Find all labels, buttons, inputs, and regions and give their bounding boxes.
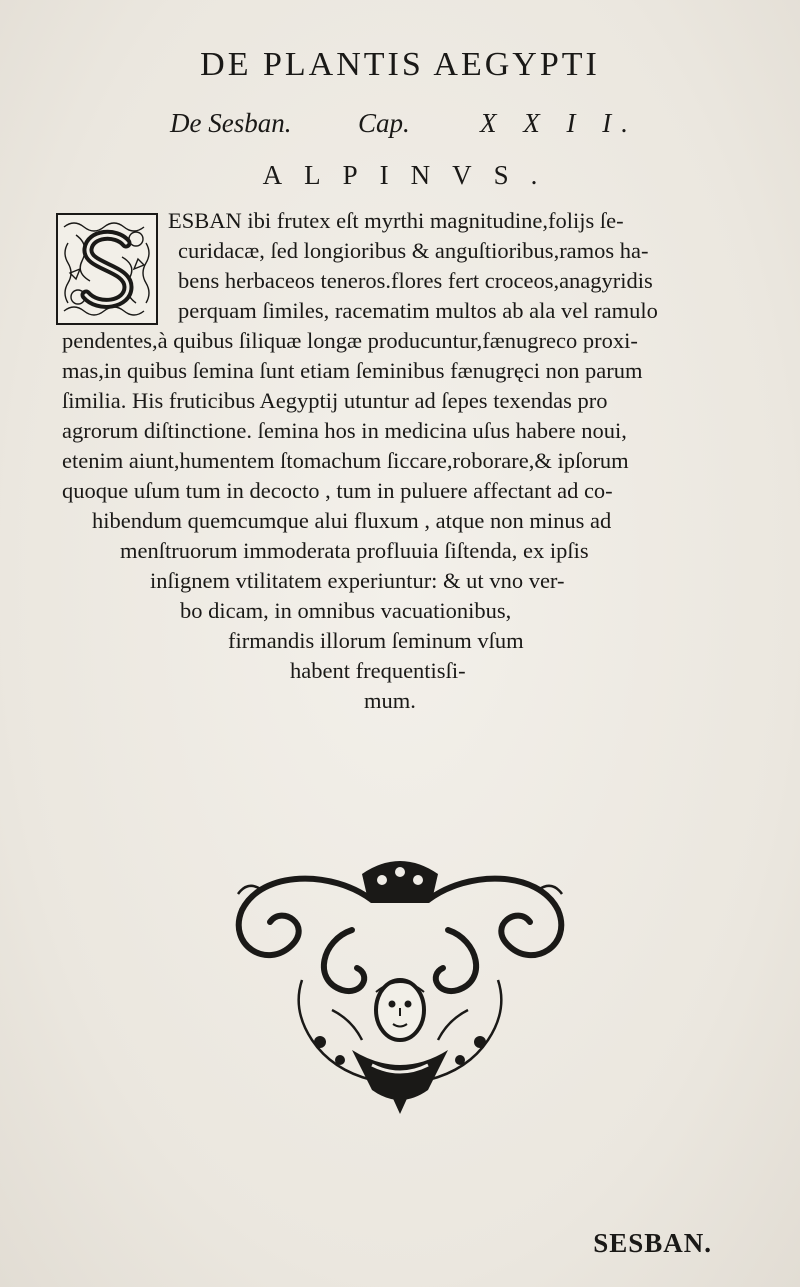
text-line: curidacæ, ſed longioribus & anguſtioribus,ramos ha- xyxy=(178,238,649,263)
text-line: inſignem vtilitatem experiuntur: & ut vno ver- xyxy=(150,568,565,593)
text-line: perquam ſimiles, racematim multos ab ala vel ramulo xyxy=(178,298,658,323)
text-line: quoque uſum tum in decocto , tum in puluere affectant ad co- xyxy=(62,478,613,503)
text-line: bo dicam, in omnibus vacuationibus, xyxy=(180,598,512,623)
dropcap-s-icon xyxy=(56,213,158,325)
chapter-cap-label: Cap. xyxy=(358,108,410,138)
text-line: ſimilia. His fruticibus Aegyptij utuntur ad ſepes texendas pro xyxy=(62,388,608,413)
text-line: ESBAN ibi frutex eſt myrthi magnitudine,folijs ſe- xyxy=(168,208,624,233)
text-line: firmandis illorum ſeminum vſum xyxy=(228,628,524,653)
text-line: bens herbaceos teneros.flores fert croceos,anagyridis xyxy=(178,268,653,293)
catchword: SESBAN. xyxy=(593,1228,712,1258)
chapter-number: X X I I. xyxy=(480,108,638,138)
running-title: DE PLANTIS AEGYPTI xyxy=(200,46,600,83)
text-line: mas,in quibus ſemina ſunt etiam ſeminibus fænugręci non parum xyxy=(62,358,643,383)
text-line: mum. xyxy=(364,688,416,713)
text-line: menſtruorum immoderata profluuia ſiſtenda, ex ipſis xyxy=(120,538,589,563)
chapter-title: De Sesban. xyxy=(170,108,292,138)
text-line: hibendum quemcumque alui fluxum , atque non minus ad xyxy=(92,508,612,533)
text-line: agrorum diſtinctione. ſemina hos in medicina uſus habere noui, xyxy=(62,418,627,443)
text-line: habent frequentisſi- xyxy=(290,658,466,683)
text-line: pendentes,à quibus ſiliquæ longæ producuntur,fænugreco proxi- xyxy=(62,328,638,353)
author-heading: ALPINVS. xyxy=(262,160,560,190)
tailpiece-ornament-icon xyxy=(222,860,578,1120)
text-line: etenim aiunt,humentem ſtomachum ſiccare,roborare,& ipſorum xyxy=(62,448,629,473)
